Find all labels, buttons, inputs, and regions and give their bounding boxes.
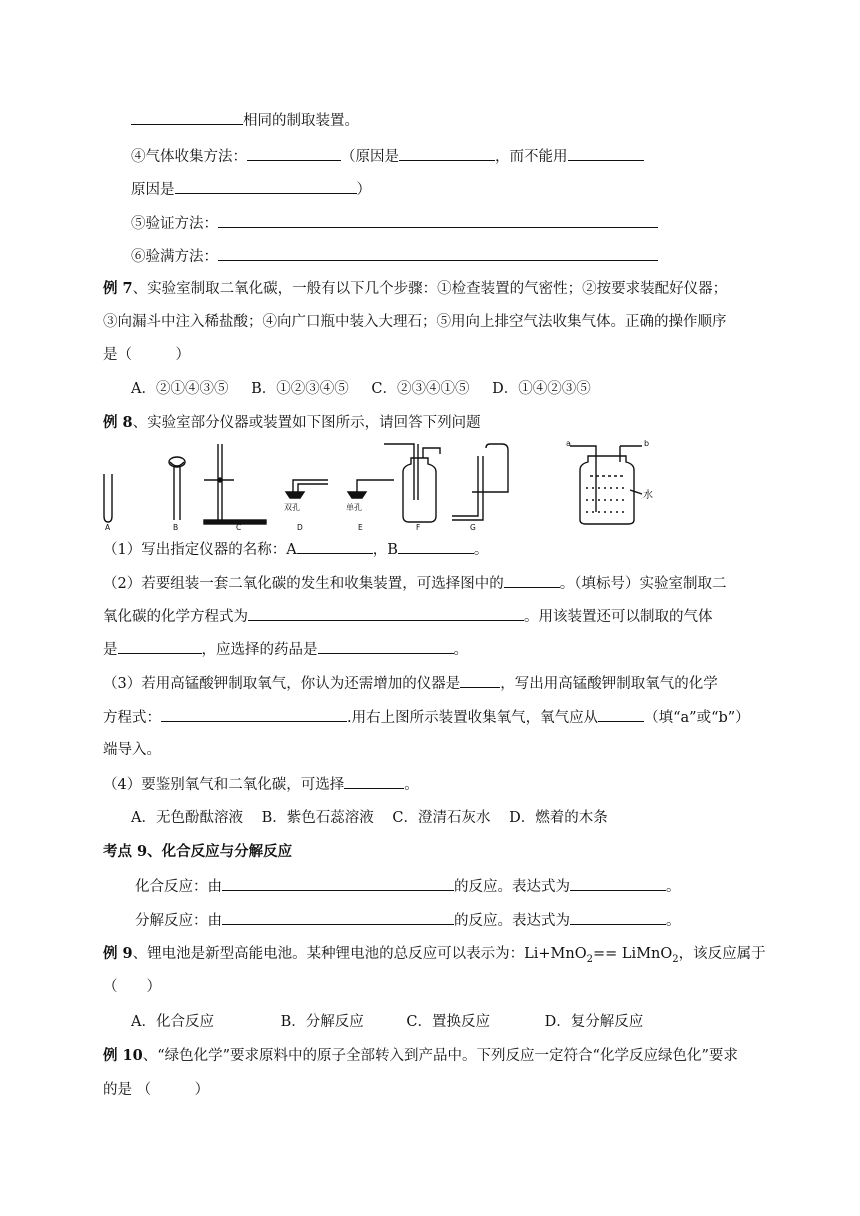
label-c: C [236,523,242,530]
label-port-b: b [644,440,650,448]
answer-blank[interactable] [318,639,454,654]
wash-bottle-icon [570,446,642,524]
ex7-line2: ③向漏斗中注入稀盐酸；④向广口瓶中装入大理石；⑤用向上排空气法收集气体。正确的操作顺序 [103,314,727,330]
ex7-line3: 是（ ） [103,347,190,363]
answer-blank[interactable] [218,246,658,261]
option-a[interactable]: A．化合反应 [131,1014,214,1030]
option-a[interactable]: A．无色酚酞溶液 [131,810,243,826]
answer-blank[interactable] [398,539,474,554]
answer-blank[interactable] [344,774,404,789]
ex8-q3-line3: 端导入。 [103,742,161,758]
answer-blank[interactable] [222,910,454,925]
answer-blank[interactable] [175,179,357,194]
label-f: F [416,523,421,530]
one-hole-stopper-icon [348,480,394,498]
iron-stand-icon [204,444,266,524]
answer-blank[interactable] [161,707,347,722]
full-check-line: ⑥验满方法： [131,246,658,267]
ex10-line2: 的是 （ ） [103,1082,210,1098]
intro-line: 相同的制取装置。 [131,110,359,131]
option-d[interactable]: D．燃着的木条 [509,810,608,826]
option-b[interactable]: B．分解反应 [280,1014,364,1030]
option-c[interactable]: C．澄清石灰水 [392,810,491,826]
answer-blank[interactable] [131,110,243,125]
option-c[interactable]: C．②③④①⑤ [371,381,470,397]
ex7-options [131,379,591,399]
ex8-q2-line1: （2）若要组装一套二氧化碳的发生和收集装置，可选择图中的 。（填标号）实验室制取二 [103,573,726,594]
funnel-icon [169,457,185,520]
answer-blank[interactable] [222,876,454,891]
ex9-paren: （ ） [103,979,161,995]
answer-blank[interactable] [247,146,341,161]
ex8-q3-line1: （3）若用高锰酸钾制取氧气，你认为还需增加的仪器是 ，写出用高锰酸钾制取氧气的化学 [103,673,718,694]
label-a: A [105,523,111,530]
two-hole-stopper-icon [286,480,328,498]
answer-blank[interactable] [570,910,666,925]
label-b: B [173,523,179,530]
option-b[interactable]: B．①②③④⑤ [251,381,349,397]
answer-blank[interactable] [297,539,373,554]
answer-blank[interactable] [504,573,560,588]
verify-line: ⑤验证方法： [131,213,658,234]
answer-blank[interactable] [399,146,495,161]
ex8-q4-options [131,808,608,828]
combination-line: 化合反应：由 的反应。表达式为 。 [135,876,681,897]
apparatus-figure [100,440,700,530]
gas-bottle-icon [384,444,440,522]
test-tube-icon [104,474,112,522]
option-d[interactable]: D．①④②③⑤ [492,381,591,397]
answer-blank[interactable] [460,673,500,688]
collect-reason-line: 原因是 ） [131,179,371,200]
ex8-q4: （4）要鉴别氧气和二氧化碳，可选择 。 [103,774,419,795]
label-two-hole: 双孔 [284,503,300,512]
decomposition-line: 分解反应：由 的反应。表达式为 。 [135,910,681,931]
ex9-line1: 例 9、锂电池是新型高能电池。某种锂电池的总反应可以表示为：Li+MnO$_2$== LiMnO$_2$，该反应属于 [103,945,766,965]
answer-blank[interactable] [118,639,202,654]
bent-tube-icon [452,444,508,520]
answer-blank[interactable] [598,707,644,722]
ex8-q1: （1）写出指定仪器的名称：A ，B 。 [103,539,488,560]
answer-blank[interactable] [218,213,658,228]
label-port-a: a [566,440,571,448]
ex9-options [131,1012,643,1032]
option-b[interactable]: B．紫色石蕊溶液 [261,810,374,826]
section-heading: 考点 9、化合反应与分解反应 [103,843,293,860]
label-one-hole: 单孔 [346,503,362,512]
answer-blank[interactable] [248,606,524,621]
label-d: D [297,523,303,530]
ex8-q2-line3: 是 ，应选择的药品是 。 [103,639,468,660]
answer-blank[interactable] [570,876,666,891]
ex7-line1: 例 7、实验室制取二氧化碳，一般有以下几个步骤：①检查装置的气密性；②按要求装配好仪器； [103,280,728,297]
option-d[interactable]: D．复分解反应 [544,1014,644,1030]
answer-blank[interactable] [568,146,644,161]
ex8-q2-line2: 氧化碳的化学方程式为 。用该装置还可以制取的气体 [103,606,713,627]
ex10-line1: 例 10、“绿色化学”要求原料中的原子全部转入到产品中。下列反应一定符合“化学反应绿色化”要求 [103,1047,738,1064]
collect-method-line: ④气体收集方法： （原因是 ，而不能用 [131,146,644,167]
label-g: G [470,523,476,530]
option-c[interactable]: C．置换反应 [406,1014,490,1030]
label-water: 水 [643,490,653,501]
label-e: E [358,523,363,530]
option-a[interactable]: A．②①④③⑤ [131,381,229,397]
ex8-q3-line2: 方程式： .用右上图所示装置收集氧气，氧气应从 （填“a”或“b”） [103,707,750,728]
ex8-intro: 例 8、实验室部分仪器或装置如下图所示，请回答下列问题 [103,414,481,431]
